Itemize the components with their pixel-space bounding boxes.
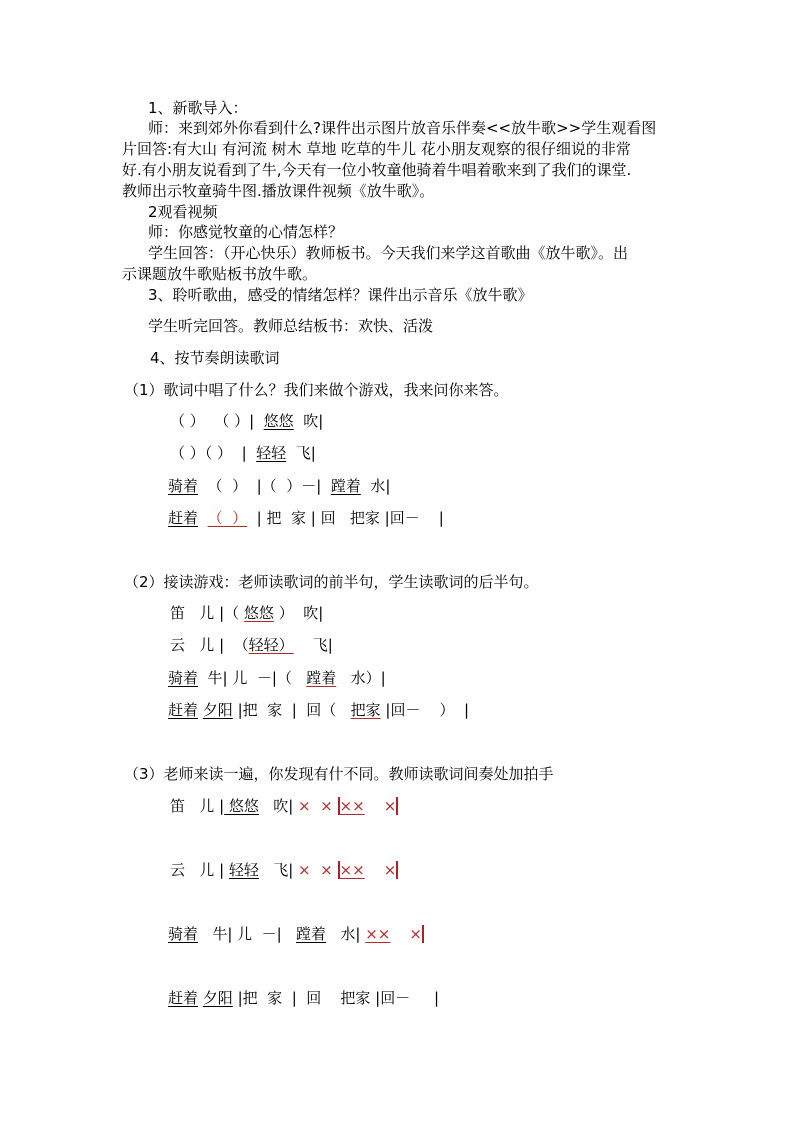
part3-row-1: 笛 儿 | 悠悠 吹| × × ×× × (170, 797, 397, 815)
step-3-answer: 学生听完回答。教师总结板书：欢快、活泼 (148, 317, 434, 335)
part3-title: （3）老师来读一遍，你发现有什不同。教师读歌词间奏处加拍手 (124, 765, 554, 783)
teacher-line-4: 教师出示牧童骑牛图.播放课件视频《放牛歌》。 (122, 182, 435, 200)
step-2-answer-line-1: 学生回答：（开心快乐）教师板书。今天我们来学这首歌曲《放牛歌》。出 (148, 244, 629, 262)
teacher-line-3: 好.有小朋友说看到了牛,今天有一位小牧童他骑着牛唱着歌来到了我们的课堂. (122, 161, 632, 179)
part3-row-4: 赶着 夕阳 |把 家 | 回 把家 |回－ | (168, 989, 440, 1007)
step-1-heading: 1、新歌导入： (148, 99, 248, 117)
step-3-heading: 3、聆听歌曲，感受的情绪怎样？课件出示音乐《放牛歌》 (148, 286, 533, 304)
part1-row-4: 赶着 （ ） | 把 家 | 回 把家 |回－ | (168, 509, 444, 527)
clap-marks: × × (293, 861, 338, 879)
part1-title: （1）歌词中唱了什么？我们来做个游戏，我来问你来答。 (124, 381, 509, 399)
part2-row-4: 赶着 夕阳 |把 家 | 回（ 把家 |回－ ） | (168, 701, 470, 719)
part2-title: （2）接读游戏：老师读歌词的前半句，学生读歌词的后半句。 (124, 573, 539, 591)
part2-row-3: 骑着 牛| 儿 －|（ 蹚着 水）| (168, 669, 386, 687)
teacher-line-1: 师：来到郊外你看到什么?课件出示图片放音乐伴奏<<放牛歌>>学生观看图 (148, 119, 657, 137)
part2-row-2: 云 儿 | （轻轻） 飞| (170, 636, 333, 654)
clap-marks: × × (293, 797, 338, 815)
bar-line (396, 861, 398, 879)
part3-row-3: 骑着 牛| 儿 －| 蹚着 水| ×× × (168, 925, 422, 943)
part3-row-2: 云 儿 | 轻轻 飞| × × ×× × (170, 861, 397, 879)
part2-row-1: 笛 儿 |（ 悠悠 ） 吹| (170, 604, 324, 622)
step-4-heading: 4、按节奏朗读歌词 (150, 349, 280, 367)
step-2-answer-line-2: 示课题放牛歌贴板书放牛歌。 (122, 265, 318, 283)
bar-line (422, 925, 424, 943)
teacher-line-2: 片回答:有大山 有河流 树木 草地 吃草的牛儿 花小朋友观察的很仔细说的非常 (122, 140, 631, 158)
step-2-heading: 2观看视频 (148, 203, 218, 221)
part1-row-3: 骑着 （ ） |（ ）－| 蹚着 水| (168, 477, 391, 495)
part1-row-2: （ ）（ ） | 轻轻 飞| (170, 444, 316, 462)
bar-line (396, 797, 398, 815)
part1-row-1: （ ） （ ）| 悠悠 吹| (170, 412, 324, 430)
step-2-question: 师：你感觉牧童的心情怎样？ (148, 223, 344, 241)
